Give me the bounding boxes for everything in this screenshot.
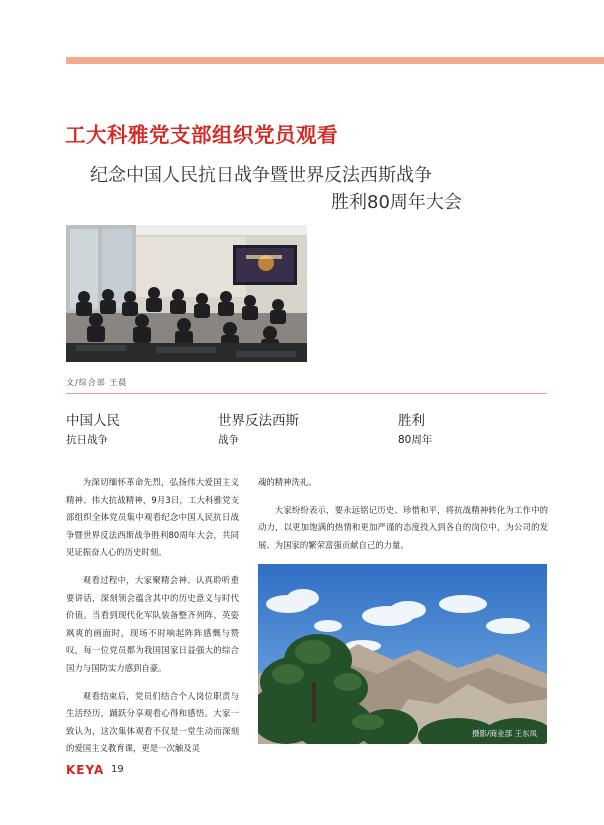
mountain-landscape-photo	[258, 564, 547, 744]
article-subtitle-line1: 纪念中国人民抗日战争暨世界反法西斯战争	[90, 165, 432, 186]
keyword-head-1: 中国人民	[66, 413, 120, 429]
top-accent-bar	[66, 57, 604, 64]
page-number: 19	[111, 764, 124, 775]
divider	[66, 393, 547, 394]
body-paragraph: 为深切缅怀革命先烈，弘扬伟大爱国主义精神、伟大抗战精神，9月3日，工大科雅党支部组织全体党员集中观看纪念中国人民抗日战争暨世界反法西斯战争胜利80周年大会，共同见证振奋人心的历史时刻。	[66, 477, 239, 558]
keyword-sub-1: 抗日战争	[66, 434, 108, 446]
keya-logo: KEYA	[66, 763, 105, 777]
keyword-sub-2: 战争	[218, 434, 239, 446]
article-title: 工大科雅党支部组织党员观看	[65, 123, 338, 147]
keyword-head-3: 胜利	[398, 413, 425, 429]
keyword-sub-3: 80周年	[398, 434, 433, 446]
photo-caption: 摄影/商业部 王东凤	[472, 729, 537, 738]
body-paragraph: 大家纷纷表示，要永远铭记历史、珍惜和平，将抗战精神转化为工作中的动力，以更加饱满的热情和更加严谨的态度投入到各自的岗位中，为公司的发展、为国家的繁荣富强贡献自己的力量。	[258, 504, 548, 550]
meeting-room-photo	[66, 225, 307, 362]
body-paragraph: 观看结束后，党员们结合个人岗位职责与生活经历，踊跃分享观看心得和感悟。大家一致认为，这次集体观看不仅是一堂生动而深刻的爱国主义教育课，更是一次触及灵	[66, 690, 239, 754]
body-paragraph: 观看过程中，大家聚精会神、认真聆听重要讲话，深刻领会蕴含其中的历史意义与时代价值。当看到现代化军队装备整齐列阵、英姿飒爽的画面时，现场不时响起阵阵感慨与赞叹，每一位党员都为我国国家日益强大的综合国力与国防实力感到自豪。	[66, 574, 239, 673]
keyword-head-2: 世界反法西斯	[218, 413, 299, 429]
article-subtitle-line2: 胜利80周年大会	[331, 192, 462, 213]
body-paragraph: 魂的精神洗礼。	[258, 477, 317, 487]
body-column-left	[66, 474, 239, 768]
byline: 文/综合部 王晨	[66, 378, 128, 387]
body-column-right	[258, 474, 548, 564]
